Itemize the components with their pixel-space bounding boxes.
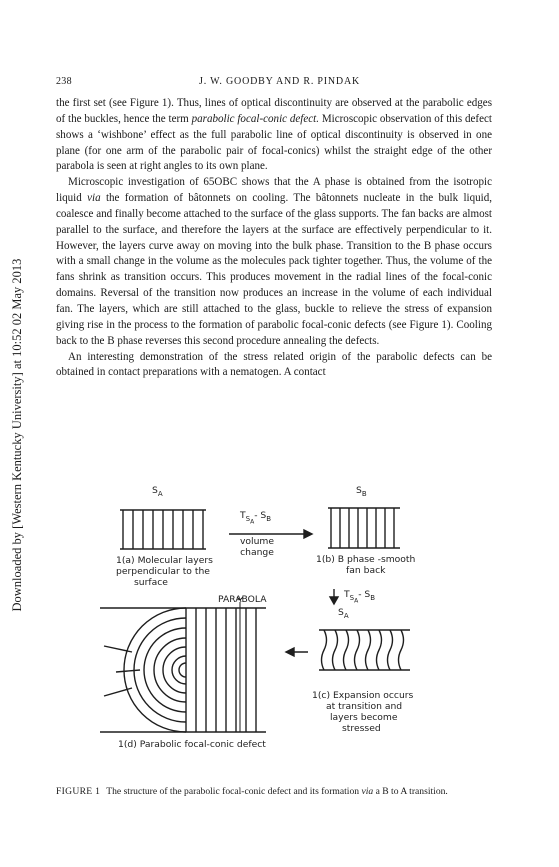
page-number: 238 bbox=[56, 76, 72, 87]
panel-a-layers bbox=[120, 510, 206, 549]
volume-change-label: volume change bbox=[239, 536, 275, 558]
transition-label-top: $T_{S_A}-$ $S_B$ bbox=[240, 510, 272, 526]
panel-b-layers bbox=[328, 508, 400, 548]
parabola-label: PARABOLA bbox=[218, 594, 267, 605]
caption-c: 1(c) Expansion occurs at transition and layers become stressed bbox=[312, 690, 414, 734]
paragraph-1-text-a: the first set (see Figure 1). Thus, lines of optical discontinuity are observed at the parabolic edges of the buckles, hence the term bbox=[56, 97, 492, 125]
paragraph-2-text-a: Microscopic investigation of 65OBC shows that the A phase is obtained from the isotropic liquid bbox=[56, 176, 492, 205]
caption-a: 1(a) Molecular layers perpendicular to the surface bbox=[116, 555, 213, 588]
body-text bbox=[56, 96, 492, 381]
arrow-b-to-c bbox=[330, 589, 338, 604]
paragraph-1-emphasis: parabolic focal-conic defect. bbox=[191, 112, 320, 125]
label-sa-top: $S_A$ bbox=[152, 485, 163, 498]
running-head bbox=[56, 76, 492, 92]
paragraph-3: An interesting demonstration of the stress related origin of the parabolic defects can be obtained in contact preparations with a nematogen. A contact bbox=[56, 350, 492, 379]
caption-text: The structure of the parabolic focal-conic defect and its formation via a B to A transition. bbox=[106, 786, 448, 797]
panel-d-defect bbox=[100, 602, 266, 732]
caption-d: 1(d) Parabolic focal-conic defect bbox=[118, 739, 266, 750]
figure-caption bbox=[56, 786, 496, 798]
running-head-authors: J. W. GOODBY AND R. PINDAK bbox=[199, 76, 360, 87]
figure-1 bbox=[90, 476, 470, 766]
paragraph-2 bbox=[56, 175, 492, 349]
transition-label-side: $T_{S_A}-$ $S_B$ bbox=[344, 589, 376, 605]
paragraph-1-text-b: Microscopic observation of this defect shows a ‘wishbone’ effect as the full parabolic line of optical discontinuity is observed in one plane (for one arm of the parabolic pair of focal-conics) whilst the straight edge of the other parabola is seen at right angles to its own plane. bbox=[56, 112, 492, 173]
panel-c-layers bbox=[319, 630, 410, 670]
label-sb-top: $S_B$ bbox=[356, 485, 367, 498]
paragraph-2-text-b: the formation of bâtonnets on cooling. The bâtonnets nucleate in the bulk liquid, coalesce and finally become attached to the surface of the glass supports. The fan backs are almost parallel to the surface, and therefore the layers at the surface are effectively perpendicular to it. However, the layers curve away on moving into the bulk phase. Transition to the B phase occurs with a small change in the volume as the molecules pack tighter together. Thus, the volume of the fans shrink as transition occurs. This produces movement in the radial lines of the focal-conic domains. Reversal of the transition now produces an increase in the volume of each individual fan. The layers, which are still attached to the glass, buckle to relieve the stress of expansion giving rise in the process to the formation of parabolic focal-conic defects (see Figure 1). Cooling back to the B phase reverses this second procedure annealing the defects. bbox=[56, 192, 492, 347]
caption-b: 1(b) B phase -smooth fan back bbox=[316, 554, 416, 576]
arrow-c-to-d bbox=[286, 648, 308, 656]
label-sa-side: $S_A$ bbox=[338, 607, 349, 620]
caption-head: FIGURE 1 bbox=[56, 786, 101, 797]
download-watermark: Downloaded by [Western Kentucky University] at 10:52 02 May 2013 bbox=[10, 258, 24, 612]
paragraph-2-emphasis: via bbox=[87, 192, 101, 205]
paragraph-1 bbox=[56, 96, 492, 175]
